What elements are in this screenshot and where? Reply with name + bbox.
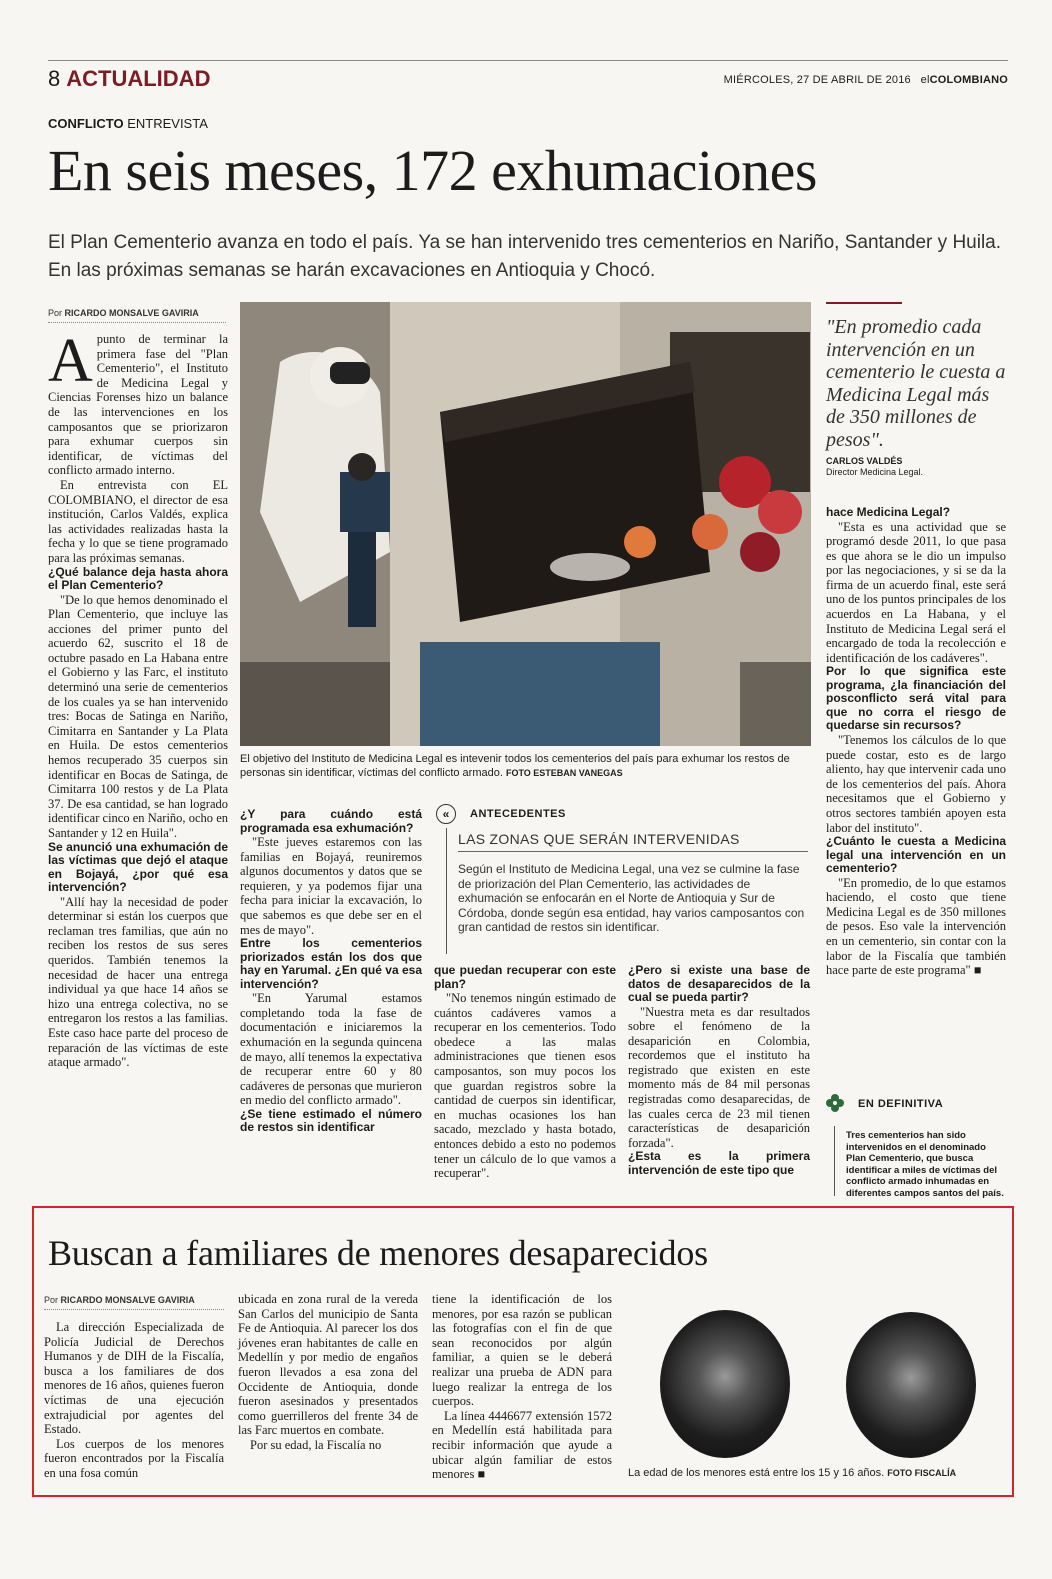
column-5 bbox=[826, 506, 1006, 978]
page-number: 8 bbox=[48, 66, 61, 91]
byline-author: RICARDO MONSALVE GAVIRIA bbox=[60, 1295, 195, 1305]
pullquote-rule bbox=[826, 302, 902, 304]
antecedentes-text: Según el Instituto de Medicina Legal, una vez se culmine la fase de priorización del Plan Cementerio, las actividades de exhumación se enfocarán en el Norte de Antioquia y Sur de Córdoba, donde según esa entidad, hay varios camposantos con gran cantidad de restos sin identificar. bbox=[458, 862, 805, 934]
antecedentes-tag: ANTECEDENTES bbox=[470, 808, 566, 820]
story2-column-1 bbox=[44, 1320, 224, 1481]
end-mark-icon: ■ bbox=[477, 1467, 486, 1482]
en-definitiva-tag: EN DEFINITIVA bbox=[858, 1098, 944, 1110]
story2-caption bbox=[628, 1466, 1008, 1480]
brand-name: COLOMBIANO bbox=[929, 74, 1008, 86]
four-leaf-icon bbox=[826, 1094, 844, 1112]
section-name: ACTUALIDAD bbox=[66, 66, 211, 91]
paragraph: En entrevista con EL COLOMBIANO, el director de esa institución, Carlos Valdés, explica las actividades realizadas hasta la fecha y lo que se tiene programado para las próximas semanas. bbox=[48, 477, 228, 565]
end-mark-icon: ■ bbox=[973, 963, 982, 978]
column-1 bbox=[48, 327, 228, 1070]
question: Se anunció una exhumación de las víctimas que dejó el ataque en Bojayá, ¿por qué esa intervención? bbox=[48, 839, 228, 895]
kicker-type: ENTREVISTA bbox=[127, 116, 208, 131]
question: ¿Y para cuándo está programada esa exhumación? bbox=[240, 807, 422, 835]
byline-author: RICARDO MONSALVE GAVIRIA bbox=[64, 308, 199, 318]
answer: "En promedio, de lo que estamos haciendo, el costo que tiene Medicina Legal es de 350 millones de pesos. Eso vale la intervención en un cementerio, sin contar con la labor de la Fiscalía que también hace parte de este programa" bbox=[826, 875, 1006, 978]
paragraph: La línea 4446677 extensión 1572 en Medellín está habilitada para recibir información que ayude a ubicar algún familiar de estos menores bbox=[432, 1408, 612, 1482]
date: MIÉRCOLES, 27 DE ABRIL DE 2016 bbox=[723, 74, 911, 86]
photo-caption bbox=[240, 752, 805, 780]
question: ¿Qué balance deja hasta ahora el Plan Cementerio? bbox=[48, 564, 228, 592]
antecedentes-title: LAS ZONAS QUE SERÁN INTERVENIDAS bbox=[458, 831, 808, 852]
column-3 bbox=[434, 964, 616, 1181]
headline: En seis meses, 172 exhumaciones bbox=[48, 138, 817, 203]
portrait-1 bbox=[660, 1310, 790, 1458]
caption-text: La edad de los menores está entre los 15 y 16 años. bbox=[628, 1467, 885, 1479]
answer: "No tenemos ningún estimado de cuántos cadáveres vamos a recuperar en los cementerios. Todo obedece a las malas administraciones que tienen esos camposantos, son muy pocos los que guardan registros sobre la cantidad de cuerpos sin identificar, en muchas ocasiones los han sacado, mezclado y hasta botado, entonces debido a esto no podemos tener un cálculo de lo que vamos a recuperar". bbox=[434, 991, 616, 1181]
question: que puedan recuperar con este plan? bbox=[434, 963, 616, 991]
answer: "Esta es una actividad que se programó desde 2011, lo que pasa es que ahora se le dio un impulso por las negociaciones, y si se da la firma de un acuerdo final, este será uno de los puntos principales de los acuerdos en La Habana, y el Instituto de Medicina Legal será el encargado de toda la recolección e identificación de los cadáveres". bbox=[826, 519, 1006, 665]
paragraph: ubicada en zona rural de la vereda San Carlos del municipio de Santa Fe de Antioquia. Al parecer los dos jóvenes eran habitantes de calle en Medellín y por medio de engaños fueron llevados a esa zona del Occidente de Antioquia, donde fueron asesinados y presentados como guerrilleros del frente 34 de las Farc muertos en combate. bbox=[238, 1292, 418, 1438]
paragraph: Los cuerpos de los menores fueron encontrados por la Fiscalía en una fosa común bbox=[44, 1436, 224, 1480]
pullquote-role: Director Medicina Legal. bbox=[826, 467, 924, 477]
pullquote: "En promedio cada intervención en un cementerio le cuesta a Medicina Legal más de 350 millones de pesos". bbox=[826, 316, 1006, 451]
byline-prefix: Por bbox=[44, 1295, 59, 1305]
definitiva-rule bbox=[834, 1126, 835, 1196]
byline-prefix: Por bbox=[48, 308, 63, 318]
box-rule bbox=[446, 828, 447, 954]
cemetery-exhumation-photo bbox=[240, 302, 811, 746]
byline bbox=[48, 308, 226, 323]
answer: "De lo que hemos denominado el Plan Cementerio, que incluye las acciones del primer punto del acuerdo 62, suscrito el 18 de octubre pasado en La Habana entre el Gobierno y las Farc, el instituto determinó una serie de cementerios de los cuales ya se han intervenido tres: Bocas de Satinga en Nariño, Cimitarra en Santander y La Plata en Huila. De estos cementerios hemos recuperado 35 cuerpos sin identificar en Bocas de Satinga, de Cimitarra 100 restos y de La Plata 37. De esa cantidad, se han logrado identificar cinco en Nariño, ocho en Santander y 12 en Huila". bbox=[48, 592, 228, 840]
drop-cap: A bbox=[48, 327, 93, 395]
column-2 bbox=[240, 808, 422, 1135]
main-photo bbox=[240, 302, 811, 746]
column-4 bbox=[628, 964, 810, 1177]
header-rule bbox=[48, 60, 1008, 61]
question: ¿Esta es la primera intervención de este tipo que bbox=[628, 1149, 810, 1177]
photo-credit: FOTO ESTEBAN VANEGAS bbox=[505, 768, 623, 778]
pullquote-source: CARLOS VALDÉS bbox=[826, 456, 903, 466]
brand-prefix: el bbox=[920, 74, 930, 86]
question: Entre los cementerios priorizados están los dos que hay en Yarumal. ¿En qué va esa intervención? bbox=[240, 936, 422, 991]
caption-text: El objetivo del Instituto de Medicina Legal es intevenir todos los cementerios del país para exhumar los restos de personas sin identificar, víctimas del conflicto armado. bbox=[240, 753, 790, 779]
portrait-2 bbox=[846, 1312, 976, 1458]
en-definitiva-text: Tres cementerios han sido intervenidos en el denominado Plan Cementerio, que busca identificar a miles de víctimas del conflicto armado inhumadas en diferentes campos santos del país. bbox=[846, 1130, 1004, 1199]
answer: "Nuestra meta es dar resultados sobre el fenómeno de la desaparición en Colombia, recordemos que el instituto ha registrado que existen en este momento más de 84 mil personas registradas como desaparecidas, de las cuales cerca de 23 mil tienen características de desaparición forzada". bbox=[628, 1004, 810, 1150]
story2-column-3 bbox=[432, 1292, 612, 1482]
paragraph: tiene la identificación de los menores, por esa razón se publican las fotografías con el fin de que sean reconocidos por algún familiar, a quien se le deberá realizar una prueba de ADN para luego realizar la entrega de los cuerpos. bbox=[432, 1292, 612, 1409]
answer: "Allí hay la necesidad de poder determinar si están los cuerpos que reclaman tres familias, que aún no reciben los restos de sus seres queridos. También tenemos la necesidad de hacer una entrega individual ya que hace 14 años se hizo una entrega colectiva, no se entregaron los restos a las familias. Este caso hace parte del proceso de reparación de las víctimas de este ataque armado". bbox=[48, 894, 228, 1070]
portraits bbox=[636, 1292, 1006, 1458]
antecedentes-box bbox=[436, 804, 812, 954]
page-header bbox=[48, 66, 210, 92]
kicker bbox=[48, 116, 208, 131]
photo-credit: FOTO FISCALÍA bbox=[887, 1468, 957, 1478]
answer: "Este jueves estaremos con las familias en Bojayá, reuniremos algunos documentos y datos que se requieren, y ya podemos fijar una fecha para iniciar la excavación, lo que sabemos es que debe ser en el mes de mayo". bbox=[240, 835, 422, 937]
question: hace Medicina Legal? bbox=[826, 505, 951, 519]
deck: El Plan Cementerio avanza en todo el país. Ya se han intervenido tres cementerios en Nariño, Santander y Huila. En las próximas semanas se harán excavaciones en Antioquia y Chocó. bbox=[48, 232, 1002, 281]
question: Por lo que significa este programa, ¿la financiación del posconflicto será vital para que no corra el riesgo de quedarse sin recursos? bbox=[826, 664, 1006, 733]
paragraph: La dirección Especializada de Policía Judicial de Derechos Humanos y de DIH de la Fiscalía, busca a los familiares de dos menores de 16 años, quienes fueron víctimas de una ejecución extrajudicial por agentes del Estado. bbox=[44, 1320, 224, 1437]
answer: "Tenemos los cálculos de lo que puede costar, esto es de largo aliento, hay que intervenir cada uno de los cementerios del país. Ahora necesitamos que el Gobierno y otros sectores también apoyen esta labor del instituto". bbox=[826, 732, 1006, 835]
double-chevron-left-icon: « bbox=[436, 804, 456, 824]
dateline bbox=[724, 74, 1008, 86]
kicker-topic: CONFLICTO bbox=[48, 116, 124, 131]
story2-column-2 bbox=[238, 1292, 418, 1453]
answer: "En Yarumal estamos completando toda la fase de documentación e iniciaremos la exhumación en la segunda quincena de mayo, allí tenemos la expectativa de recuperar entre 60 y 80 cadáveres de personas que murieron en medio del conflicto armado". bbox=[240, 991, 422, 1108]
story2-byline bbox=[44, 1295, 224, 1310]
question: ¿Se tiene estimado el número de restos sin identificar bbox=[240, 1106, 422, 1135]
question: ¿Pero si existe una base de datos de desaparecidos de la cual se pueda partir? bbox=[628, 963, 810, 1004]
intro-paragraph: punto de terminar la primera fase del "Plan Cementerio", el Instituto de Medicina Legal y Ciencias Forenses hizo un balance de las intervenciones en los camposantos que se priorizaron para exhumar cuerpos sin identificar, de víctimas del conflicto armado interno. bbox=[48, 332, 228, 478]
story2-headline: Buscan a familiares de menores desaparecidos bbox=[48, 1233, 708, 1273]
paragraph: Por su edad, la Fiscalía no bbox=[250, 1437, 382, 1452]
question: ¿Cuánto le cuesta a Medicina legal una intervención en un cementerio? bbox=[826, 834, 1006, 876]
